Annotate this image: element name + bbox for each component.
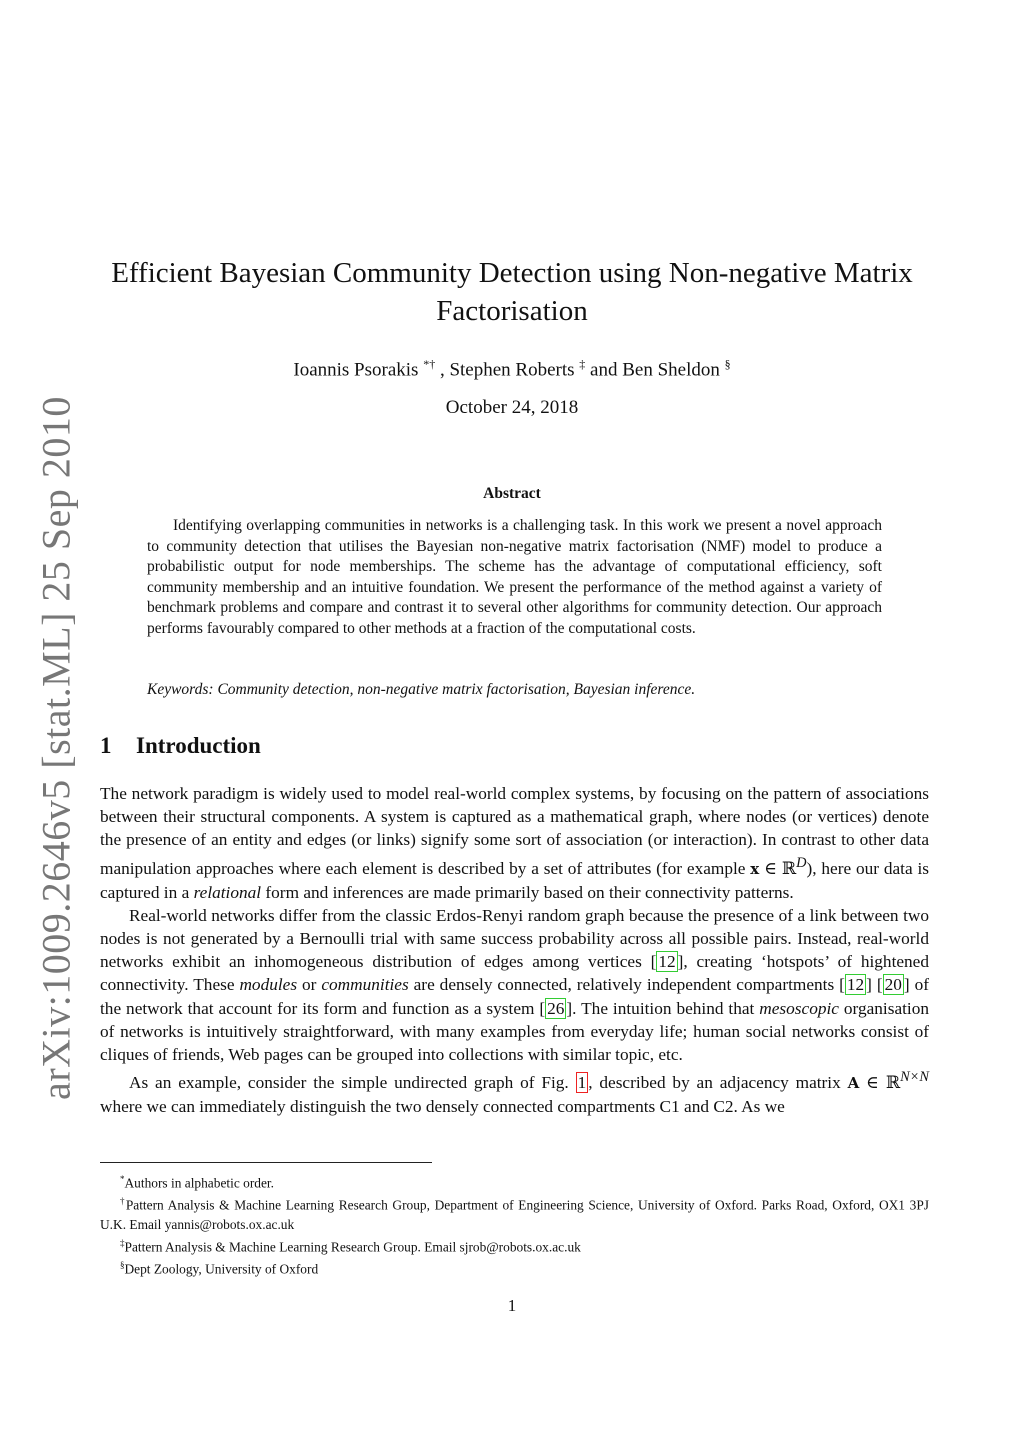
- body-text: [100, 782, 929, 1118]
- text-run: or: [297, 975, 322, 995]
- footnote: [100, 1256, 929, 1278]
- text-run: ]. The intuition behind that: [566, 998, 760, 1018]
- author-separator: and: [585, 359, 623, 381]
- emphasis-relational: relational: [193, 882, 262, 902]
- text-run: ] of the network that account for its form and function as a system [: [100, 975, 929, 1018]
- text-run: ] [: [866, 975, 883, 995]
- math-set-real: ∈ ℝ: [859, 1072, 901, 1092]
- page-number: 1: [507, 1296, 517, 1315]
- text-run: ], creating ‘hotspots’ of hightened connectivity. These: [100, 952, 929, 995]
- author-name: Ioannis Psorakis: [293, 359, 419, 381]
- text-run: where we can immediately distinguish the two densely connected compartments C1 and C2. As we: [100, 1097, 785, 1117]
- paper-title-line1: Efficient Bayesian Community Detection using Non-negative Matrix: [111, 257, 913, 289]
- paper-title-line2: Factorisation: [436, 295, 588, 327]
- figure-link[interactable]: 1: [577, 1072, 587, 1092]
- author-affiliation-mark: *†: [423, 357, 436, 371]
- citation-link[interactable]: 12: [846, 975, 865, 995]
- text-run: Real-world networks differ from the classic Erdos-Renyi random graph because the presence of a link between two nodes is not generated by a Bernoulli trial with same success probability across all possible pairs. Instead, real-world networks exhibit an inhomogeneous distribution of edges among vertices [: [100, 905, 929, 972]
- math-superscript: N×N: [900, 1069, 930, 1086]
- math-superscript: D: [796, 854, 807, 871]
- math-set-real: ∈ ℝ: [759, 858, 797, 878]
- math-matrix-a: A: [847, 1073, 860, 1092]
- paragraph: [100, 904, 929, 1066]
- footnote: [100, 1192, 929, 1233]
- footnote-text: Authors in alphabetic order.: [124, 1175, 274, 1191]
- section-number: 1: [100, 733, 112, 758]
- footnote-divider: [100, 1162, 432, 1163]
- abstract-body: Identifying overlapping communities in networks is a challenging task. In this work we present a novel approach to community detection that utilises the Bayesian non-negative matrix factorisation (NMF) model to produce a probabilistic output for node memberships. The scheme has the advantage of computational efficiency, soft community membership and an intuitive foundation. We present the performance of the method against a variety of benchmark problems and compare and contrast it to several other algorithms for community detection. Our approach performs favourably compared to other methods at a fraction of the computational costs.: [147, 517, 882, 637]
- arxiv-identifier-stamp: arXiv:1009.2646v5 [stat.ML] 25 Sep 2010: [33, 396, 79, 1100]
- author-list: [60, 351, 964, 383]
- citation-link[interactable]: 26: [547, 998, 565, 1018]
- footnote: [100, 1170, 929, 1192]
- emphasis-modules: modules: [239, 975, 298, 995]
- author-affiliation-mark: §: [724, 357, 731, 371]
- text-run: As an example, consider the simple undirected graph of Fig.: [129, 1072, 576, 1092]
- author-separator: ,: [435, 359, 450, 381]
- author-affiliation-mark: ‡: [579, 357, 586, 371]
- text-run: organisation of networks is intuitively straightforward, with many examples from everyday life; human social networks consist of cliques of friends, Web pages can be grouped into collections with similar topic, etc.: [100, 998, 930, 1064]
- section-title: Introduction: [136, 733, 261, 758]
- text-run: form and inferences are made primarily based on their connectivity patterns.: [261, 882, 794, 902]
- footnote-mark: §: [120, 1260, 125, 1271]
- footnote-mark: ‡: [120, 1237, 125, 1248]
- paper-date: October 24, 2018: [445, 397, 579, 418]
- section-heading: [100, 733, 261, 759]
- footnote-text: Dept Zoology, University of Oxford: [124, 1261, 319, 1277]
- math-vector-x: x: [750, 859, 760, 878]
- footnotes: [100, 1170, 929, 1279]
- paragraph: [100, 782, 929, 904]
- emphasis-communities: communities: [321, 975, 409, 995]
- keywords: Keywords: Community detection, non-negative matrix factorisation, Bayesian inference.: [147, 681, 696, 698]
- citation-link[interactable]: 20: [884, 975, 902, 995]
- footnote-mark: †: [120, 1196, 126, 1207]
- text-run: ), here our data is captured in a: [100, 858, 930, 902]
- author-name: Ben Sheldon: [622, 359, 720, 381]
- text-run: The network paradigm is widely used to model real-world complex systems, by focusing on the pattern of associations between their structural components. A system is captured as a mathematical graph, where nodes (or vertices) denote the presence of an entity and edges (or links) signify some sort of association (or interaction). In contrast to other data manipulation approaches where each element is described by a set of attributes (for example: [100, 784, 929, 878]
- footnote: [100, 1234, 929, 1256]
- text-run: , described by an adjacency matrix: [588, 1072, 848, 1092]
- footnote-text: Pattern Analysis & Machine Learning Research Group. Email sjrob@robots.ox.ac.uk: [124, 1239, 581, 1255]
- text-run: are densely connected, relatively independent compartments [: [408, 975, 845, 995]
- paper-title: [60, 254, 964, 330]
- emphasis-mesoscopic: mesoscopic: [759, 998, 839, 1018]
- footnote-text: Pattern Analysis & Machine Learning Research Group, Department of Engineering Science, University of Oxford. Parks Road, Oxford, OX1 3PJ U.K. Email yannis@robots.ox.ac.uk: [100, 1197, 930, 1232]
- paragraph: [100, 1066, 929, 1118]
- author-name: Stephen Roberts: [449, 359, 575, 381]
- footnote-mark: *: [120, 1174, 125, 1184]
- citation-link[interactable]: 12: [658, 952, 676, 972]
- abstract-heading: Abstract: [483, 485, 541, 502]
